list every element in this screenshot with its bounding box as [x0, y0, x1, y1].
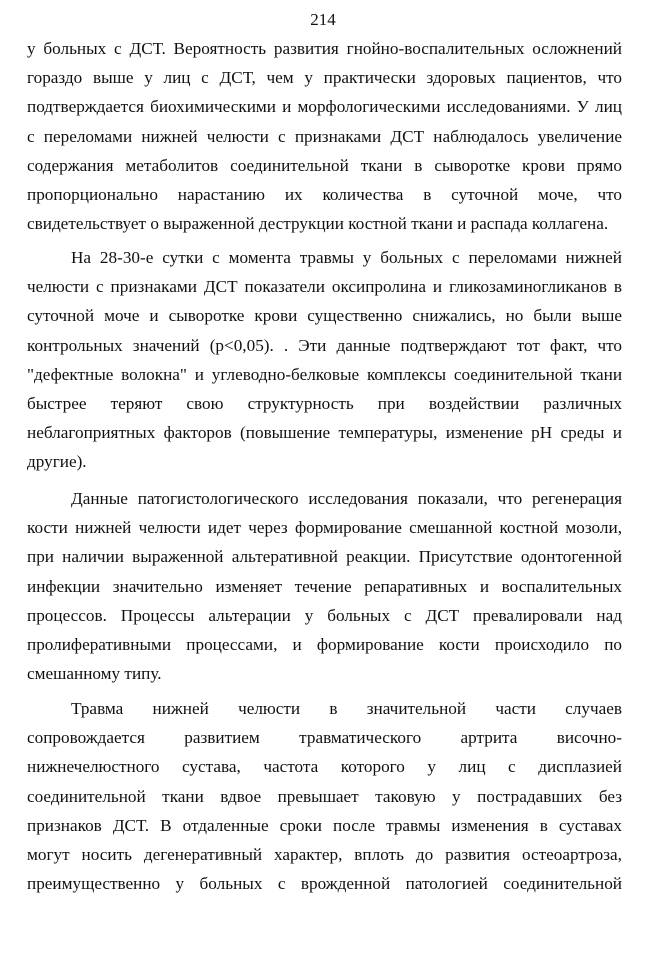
text-line: Травма нижней челюсти в значительной части случаев: [71, 699, 622, 718]
text-line: у больных с ДСТ. Вероятность развития гнойно-воспалительных осложнений: [27, 39, 622, 58]
text-line: суточной моче и сыворотке крови существенно снижались, но были выше: [27, 306, 622, 326]
text-line: с переломами нижней челюсти с признаками ДСТ наблюдалось увеличение: [27, 126, 622, 146]
text-line: Данные патогистологического исследования показали, что регенерация: [71, 489, 622, 508]
text-line: контрольных значений (p<0,05). . Эти данные подтверждают тот факт, что: [27, 335, 622, 355]
text-line: соединительной ткани вдвое превышает таковую у пострадавших без: [27, 786, 622, 806]
text-line: при наличии выраженной альтеративной реакции. Присутствие одонтогенной: [27, 547, 622, 567]
text-line: подтверждается биохимическими и морфологическими исследованиями. У лиц: [27, 97, 622, 117]
paragraph-4: [27, 694, 622, 898]
text-line: "дефектные волокна" и углеводно-белковые комплексы соединительной ткани: [27, 364, 622, 384]
text-line: содержания метаболитов соединительной ткани в сыворотке крови прямо: [27, 155, 622, 175]
text-line: сопровождается развитием травматического артрита височно-: [27, 728, 622, 748]
paragraph-3: [27, 484, 622, 688]
text-line: признаков ДСТ. В отдаленные сроки после травмы изменения в суставах: [27, 815, 622, 835]
text-line: могут носить дегенеративный характер, вплоть до развития остеоартроза,: [27, 844, 622, 864]
text-line: На 28-30-е сутки с момента травмы у больных с переломами нижней: [71, 248, 622, 267]
text-line: процессов. Процессы альтерации у больных с ДСТ превалировали над: [27, 605, 622, 625]
paragraph-2: [27, 243, 622, 477]
text-line: неблагоприятных факторов (повышение температуры, изменение pH среды и: [27, 423, 622, 443]
text-line: свидетельствует о выраженной деструкции костной ткани и распада коллагена.: [27, 214, 609, 234]
text-line: гораздо выше у лиц с ДСТ, чем у практически здоровых пациентов, что: [27, 68, 622, 88]
text-line: быстрее теряют свою структурность при воздействии различных: [27, 393, 622, 413]
text-line: другие).: [27, 452, 87, 472]
text-line: пролиферативными процессами, и формирование кости происходило по: [27, 634, 622, 654]
text-line: челюсти с признаками ДСТ показатели оксипролина и гликозаминогликанов в: [27, 277, 622, 297]
page-number: 214: [310, 10, 336, 29]
text-line: преимущественно у больных с врожденной патологией соединительной: [27, 874, 622, 894]
text-line: смешанному типу.: [27, 664, 162, 684]
text-line: нижнечелюстного сустава, частота которого у лиц с дисплазией: [27, 757, 622, 777]
text-line: инфекции значительно изменяет течение репаративных и воспалительных: [27, 576, 622, 596]
paragraph-1: [27, 34, 622, 238]
text-line: кости нижней челюсти идет через формирование смешанной костной мозоли,: [27, 518, 622, 538]
text-line: пропорционально нарастанию их количества в суточной моче, что: [27, 184, 622, 204]
